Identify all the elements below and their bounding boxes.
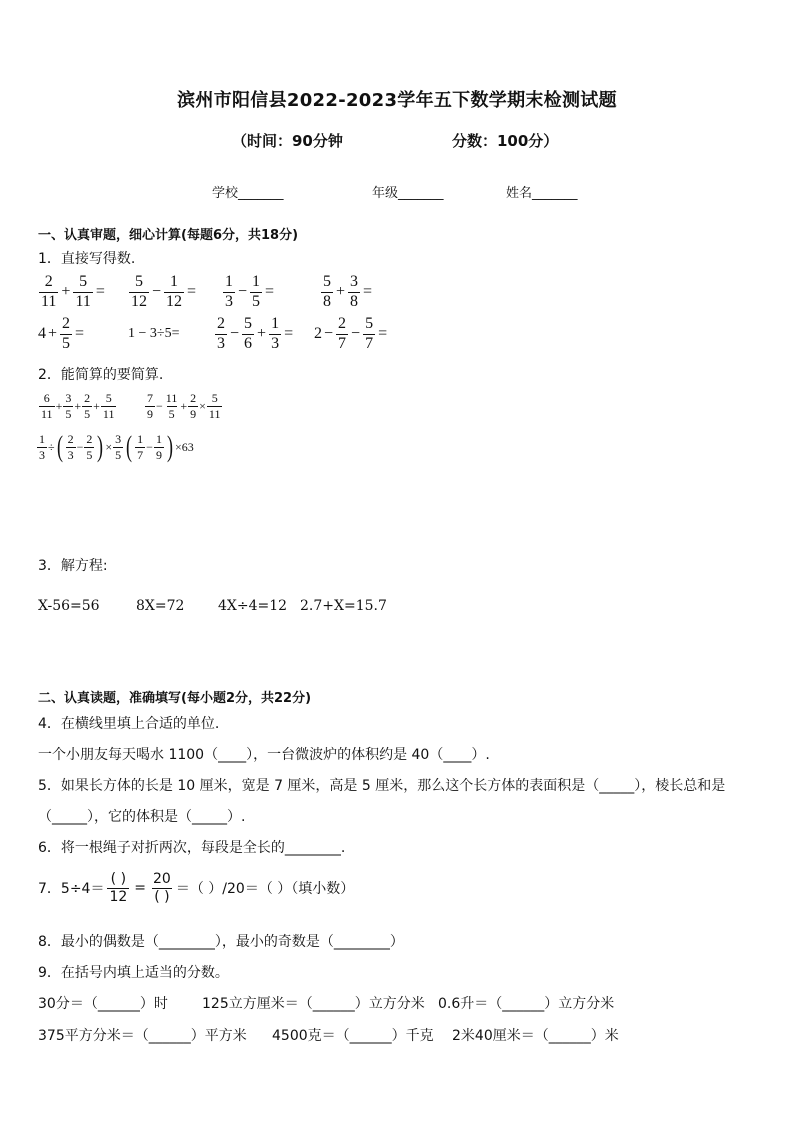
- fraction: $\frac{5}{11}$: [102, 391, 115, 421]
- question-9-item: 375平方分米＝（______）平方米: [38, 1028, 247, 1044]
- fraction: 7 9: [147, 391, 153, 421]
- question-5-line-1: 5．如果长方体的长是 10 厘米，宽是 7 厘米，高是 5 厘米，那么这个长方体的表面积是（_____），棱长总和是: [38, 778, 726, 794]
- question-6: 6．将一根绳子对折两次，每段是全长的________.: [38, 840, 346, 856]
- question-9-item: 0.6升＝（______）立方分米: [438, 996, 615, 1012]
- fraction: $\frac{5}{6}$: [244, 315, 253, 352]
- section-1-title: 一、认真审题，细心计算(每题6分，共18分): [38, 228, 299, 243]
- fraction: 6 11: [41, 391, 53, 421]
- fraction: $\frac{1}{9}$: [155, 431, 162, 462]
- fraction: 1 3: [225, 273, 233, 310]
- fraction: $\frac{5}{11}$: [75, 273, 91, 310]
- exam-time: （时间：90分钟: [232, 132, 343, 150]
- fraction: 2 3: [217, 315, 225, 352]
- expr-3: 1 3 − $\frac{1}{5}$ =: [225, 273, 275, 310]
- fraction: $\frac{5}{11}$: [208, 391, 221, 421]
- equation-3: 4X÷4=12: [218, 598, 288, 614]
- school-field: 学校_______: [212, 186, 284, 201]
- expr-5: 4 + $\frac{2}{5}$ =: [38, 315, 85, 352]
- fraction: 1 7: [137, 431, 144, 462]
- equation-4: 2.7+X=15.7: [300, 598, 387, 614]
- question-9-item: 125立方厘米＝（______）立方分米: [202, 996, 425, 1012]
- question-9-item: 4500克＝（______）千克: [272, 1028, 434, 1044]
- fraction: $\frac{2}{5}$: [62, 315, 71, 352]
- fraction: $\frac{1}{3}$: [271, 315, 280, 352]
- fraction: $\frac{1}{3}$: [39, 431, 45, 462]
- fraction: ( ) 12: [109, 871, 128, 905]
- expr-9: 6 11 + $\frac{3}{5}$ + $\frac{2}{5}$ + $\frac{5}{11}$: [41, 391, 115, 421]
- expr-10: 7 9 − $\frac{11}{5}$ + $\frac{2}{9}$ × $\frac{5}{11}$: [147, 391, 221, 421]
- question-4-line: 一个小朋友每天喝水 1100（____），一台微波炉的体积约是 40（____）.: [38, 747, 490, 763]
- fraction: 2 11: [41, 273, 57, 310]
- fraction: $\frac{2}{7}$: [338, 315, 347, 352]
- question-1: 1．直接写得数.: [38, 251, 136, 267]
- fraction: $\frac{3}{5}$: [115, 431, 122, 462]
- fraction: $\frac{2}{5}$: [84, 391, 91, 421]
- question-4: 4．在横线里填上合适的单位.: [38, 716, 220, 732]
- fraction: $\frac{2}{9}$: [190, 391, 197, 421]
- question-9-item: 30分＝（______）时: [38, 996, 168, 1012]
- fraction: $\frac{2}{5}$: [86, 431, 93, 462]
- name-field: 姓名_______: [506, 186, 578, 201]
- fraction: 5 8: [323, 273, 331, 310]
- question-2: 2．能简算的要简算.: [38, 367, 164, 383]
- fraction: $\frac{5}{7}$: [365, 315, 374, 352]
- fraction: $\frac{1}{5}$: [252, 273, 261, 310]
- question-3: 3．解方程:: [38, 558, 108, 574]
- page-title: 滨州市阳信县2022-2023学年五下数学期末检测试题: [177, 90, 617, 111]
- question-9-item: 2米40厘米＝（______）米: [452, 1028, 619, 1044]
- question-7: 7．5÷4＝ ( ) 12 = 20 ( ) ＝（ ）/20＝（ ）（填小数）: [38, 871, 355, 905]
- fraction: $\frac{11}{5}$: [165, 391, 178, 421]
- expr-11: $\frac{1}{3}$ ÷ ( 2 3 − $\frac{2}{5}$ ) × $\frac{3}{5}$ ( 1 7 − $\frac{1}{9}$ ) × 63: [39, 430, 194, 463]
- question-5-line-2: （_____），它的体积是（_____）.: [38, 809, 246, 825]
- fraction: 5 12: [131, 273, 147, 310]
- fraction: 2 3: [67, 431, 74, 462]
- grade-field: 年级_______: [372, 186, 444, 201]
- expr-2: 5 12 − $\frac{1}{12}$ =: [131, 273, 197, 310]
- fraction: $\frac{1}{12}$: [166, 273, 183, 310]
- section-2-title: 二、认真读题，准确填写(每小题2分，共22分): [38, 691, 312, 706]
- equation-2: 8X=72: [136, 598, 185, 614]
- expr-7: 2 3 − $\frac{5}{6}$ + $\frac{1}{3}$ =: [217, 315, 294, 352]
- fraction: $\frac{3}{5}$: [65, 391, 72, 421]
- exam-score: 分数：100分）: [452, 132, 559, 150]
- fraction: 20 ( ): [153, 871, 171, 905]
- expr-4: 5 8 + $\frac{3}{8}$ =: [323, 273, 373, 310]
- question-9: 9．在括号内填上适当的分数。: [38, 965, 229, 981]
- expr-1: 2 11 + $\frac{5}{11}$ =: [41, 273, 105, 310]
- expr-6: 1 − 3÷5=: [128, 326, 180, 341]
- question-8: 8．最小的偶数是（________），最小的奇数是（________）: [38, 934, 404, 950]
- expr-8: 2 − $\frac{2}{7}$ − $\frac{5}{7}$ =: [314, 315, 388, 352]
- equation-1: X-56=56: [38, 598, 100, 614]
- fraction: $\frac{3}{8}$: [350, 273, 359, 310]
